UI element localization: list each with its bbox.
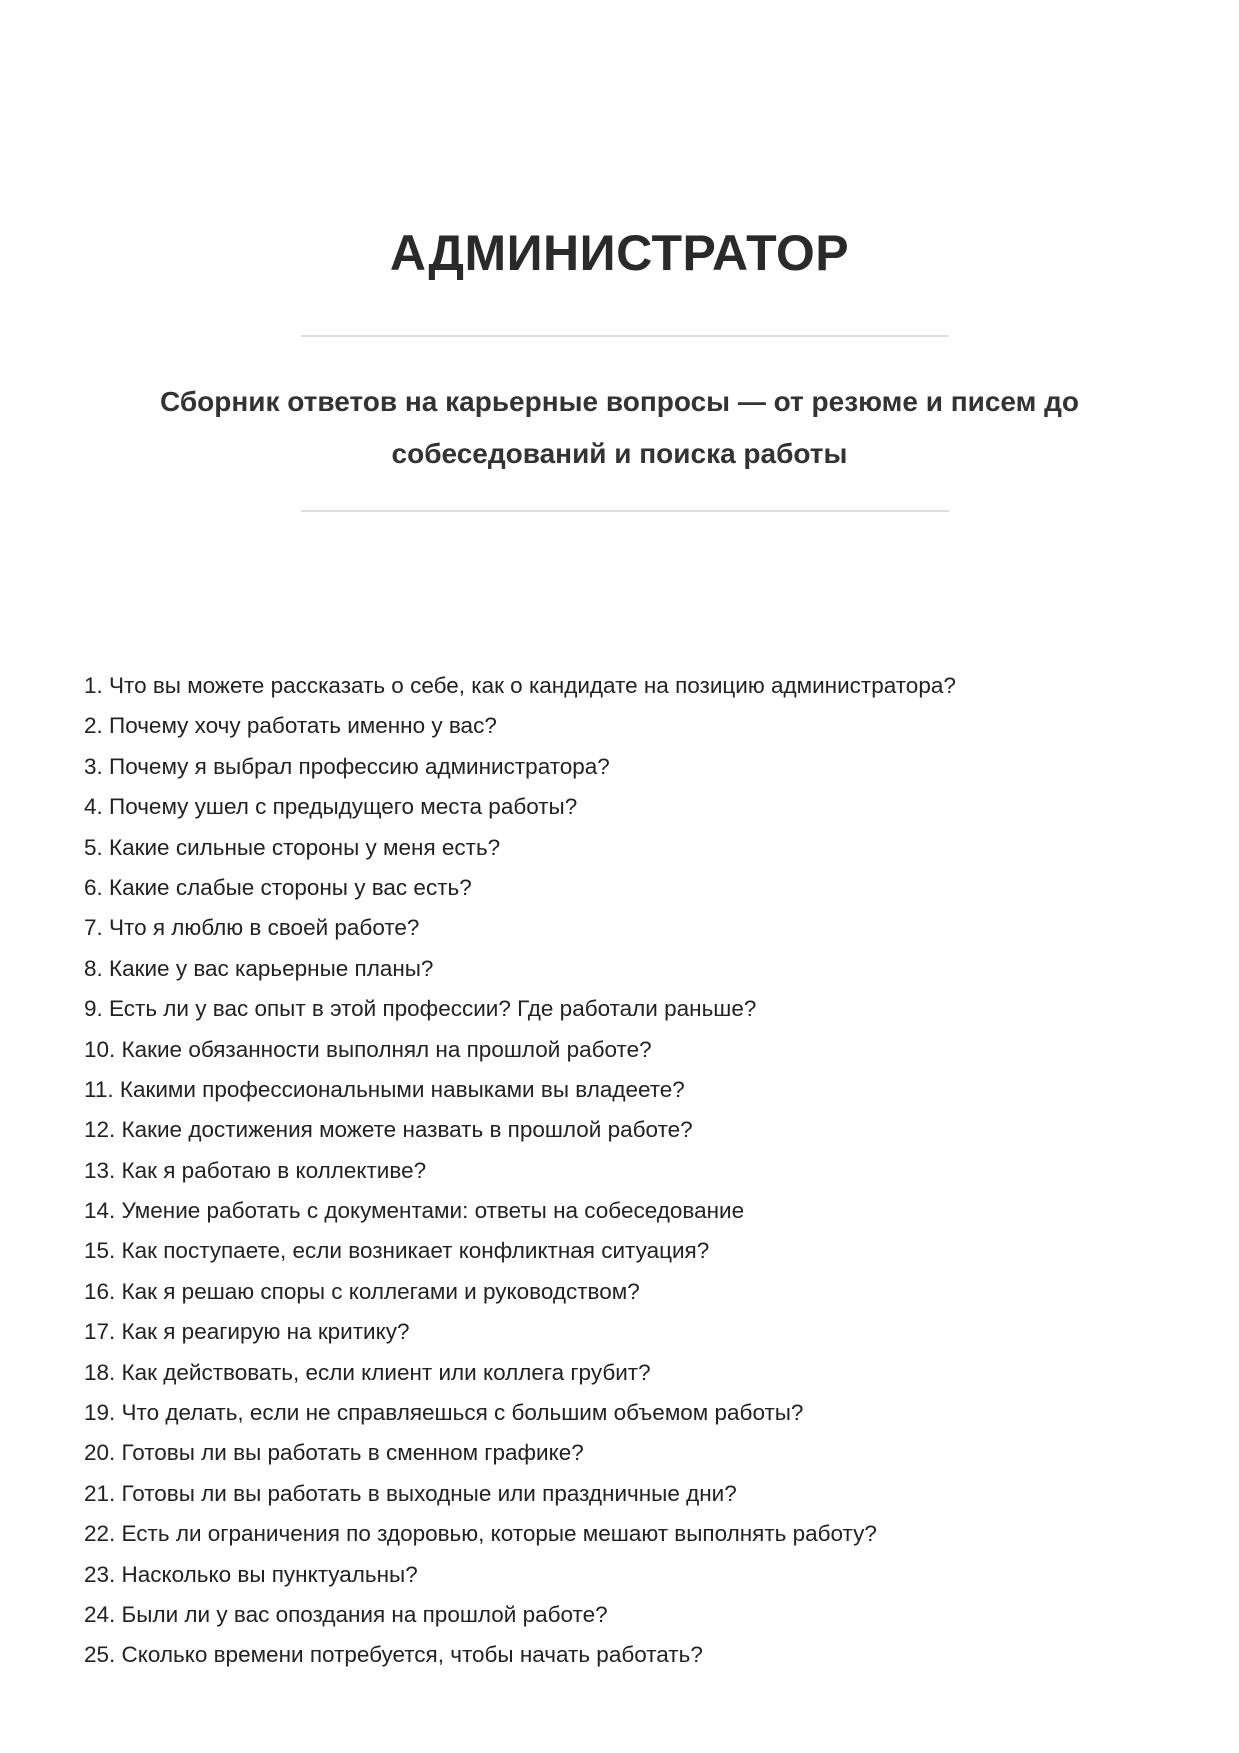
- question-item: 3. Почему я выбрал профессию администратора?: [84, 753, 610, 779]
- question-item: 10. Какие обязанности выполнял на прошлой работе?: [84, 1036, 652, 1062]
- question-item: 15. Как поступаете, если возникает конфликтная ситуация?: [84, 1238, 710, 1264]
- question-item: 19. Что делать, если не справляешься с большим объемом работы?: [84, 1400, 804, 1426]
- question-item: 13. Как я работаю в коллективе?: [84, 1157, 427, 1183]
- question-item: 20. Готовы ли вы работать в сменном графике?: [84, 1440, 584, 1466]
- question-item: 17. Как я реагирую на критику?: [84, 1319, 410, 1345]
- question-item: 2. Почему хочу работать именно у вас?: [84, 713, 497, 739]
- question-item: 16. Как я решаю споры с коллегами и руководством?: [84, 1278, 640, 1304]
- question-item: 4. Почему ушел с предыдущего места работы?: [84, 794, 578, 820]
- question-item: 22. Есть ли ограничения по здоровью, которые мешают выполнять работу?: [84, 1521, 877, 1547]
- question-item: 8. Какие у вас карьерные планы?: [84, 955, 434, 981]
- question-item: 7. Что я люблю в своей работе?: [84, 915, 420, 941]
- question-item: 9. Есть ли у вас опыт в этой профессии? Где работали раньше?: [84, 996, 757, 1022]
- question-item: 23. Насколько вы пунктуальны?: [84, 1561, 418, 1587]
- divider-top: [301, 335, 949, 337]
- question-item: 24. Были ли у вас опоздания на прошлой работе?: [84, 1601, 608, 1627]
- page-title: АДМИНИСТРАТОР: [389, 224, 850, 281]
- question-item: 25. Сколько времени потребуется, чтобы начать работать?: [84, 1642, 703, 1668]
- question-item: 5. Какие сильные стороны у меня есть?: [84, 834, 501, 860]
- question-item: 6. Какие слабые стороны у вас есть?: [84, 874, 472, 900]
- question-item: 18. Как действовать, если клиент или коллега грубит?: [84, 1359, 651, 1385]
- question-item: 11. Какими профессиональными навыками вы владеете?: [84, 1076, 685, 1102]
- question-item: 14. Умение работать с документами: ответы на собеседование: [84, 1198, 745, 1224]
- subtitle: Сборник ответов на карьерные вопросы — от резюме и писем до собеседований и поиска работы: [160, 386, 1079, 469]
- question-item: 1. Что вы можете рассказать о себе, как о кандидате на позицию администратора?: [84, 673, 956, 698]
- divider-bottom: [301, 510, 949, 512]
- question-list: [84, 666, 956, 1676]
- question-item: 12. Какие достижения можете назвать в прошлой работе?: [84, 1117, 693, 1143]
- question-item: 21. Готовы ли вы работать в выходные или праздничные дни?: [84, 1480, 737, 1506]
